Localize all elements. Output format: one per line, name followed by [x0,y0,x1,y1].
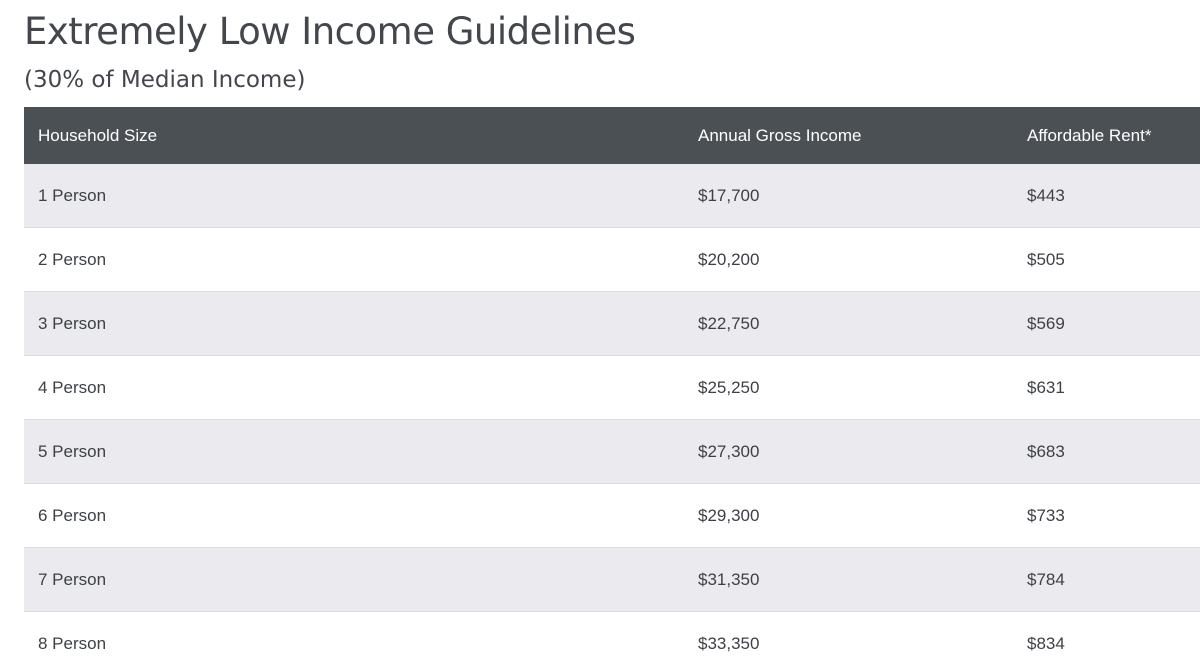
cell-affordable-rent: $631 [1027,377,1065,397]
cell-household-size: 3 Person [38,313,107,333]
cell-household-size: 5 Person [38,441,107,461]
cell-affordable-rent: $733 [1027,505,1065,525]
cell-annual-gross-income: $20,200 [698,249,760,269]
cell-annual-gross-income: $27,300 [698,441,760,461]
cell-household-size: 6 Person [38,505,107,525]
table-row [24,420,1200,484]
table-row [24,612,1200,666]
cell-annual-gross-income: $17,700 [698,185,760,205]
cell-household-size: 1 Person [38,185,107,205]
table-row [24,228,1200,292]
cell-annual-gross-income: $25,250 [698,377,760,397]
page-subtitle: (30% of Median Income) [24,67,306,93]
header-affordable-rent: Affordable Rent* [1027,125,1152,145]
table-row [24,292,1200,356]
cell-annual-gross-income: $33,350 [698,633,760,653]
cell-affordable-rent: $569 [1027,313,1065,333]
header-annual-gross-income: Annual Gross Income [698,125,862,145]
table-row [24,164,1200,228]
header-household-size: Household Size [38,125,158,145]
cell-household-size: 2 Person [38,249,107,269]
table-row [24,356,1200,420]
cell-affordable-rent: $505 [1027,249,1065,269]
cell-household-size: 8 Person [38,633,107,653]
income-guidelines-table [24,107,1200,666]
page-title: Extremely Low Income Guidelines [24,10,636,53]
table-row [24,548,1200,612]
table-row [24,484,1200,548]
cell-affordable-rent: $834 [1027,633,1065,653]
cell-affordable-rent: $784 [1027,569,1065,589]
cell-annual-gross-income: $22,750 [698,313,760,333]
cell-annual-gross-income: $31,350 [698,569,760,589]
cell-affordable-rent: $683 [1027,441,1065,461]
cell-household-size: 4 Person [38,377,107,397]
table-header-row [24,107,1200,164]
cell-affordable-rent: $443 [1027,185,1065,205]
cell-annual-gross-income: $29,300 [698,505,760,525]
cell-household-size: 7 Person [38,569,107,589]
